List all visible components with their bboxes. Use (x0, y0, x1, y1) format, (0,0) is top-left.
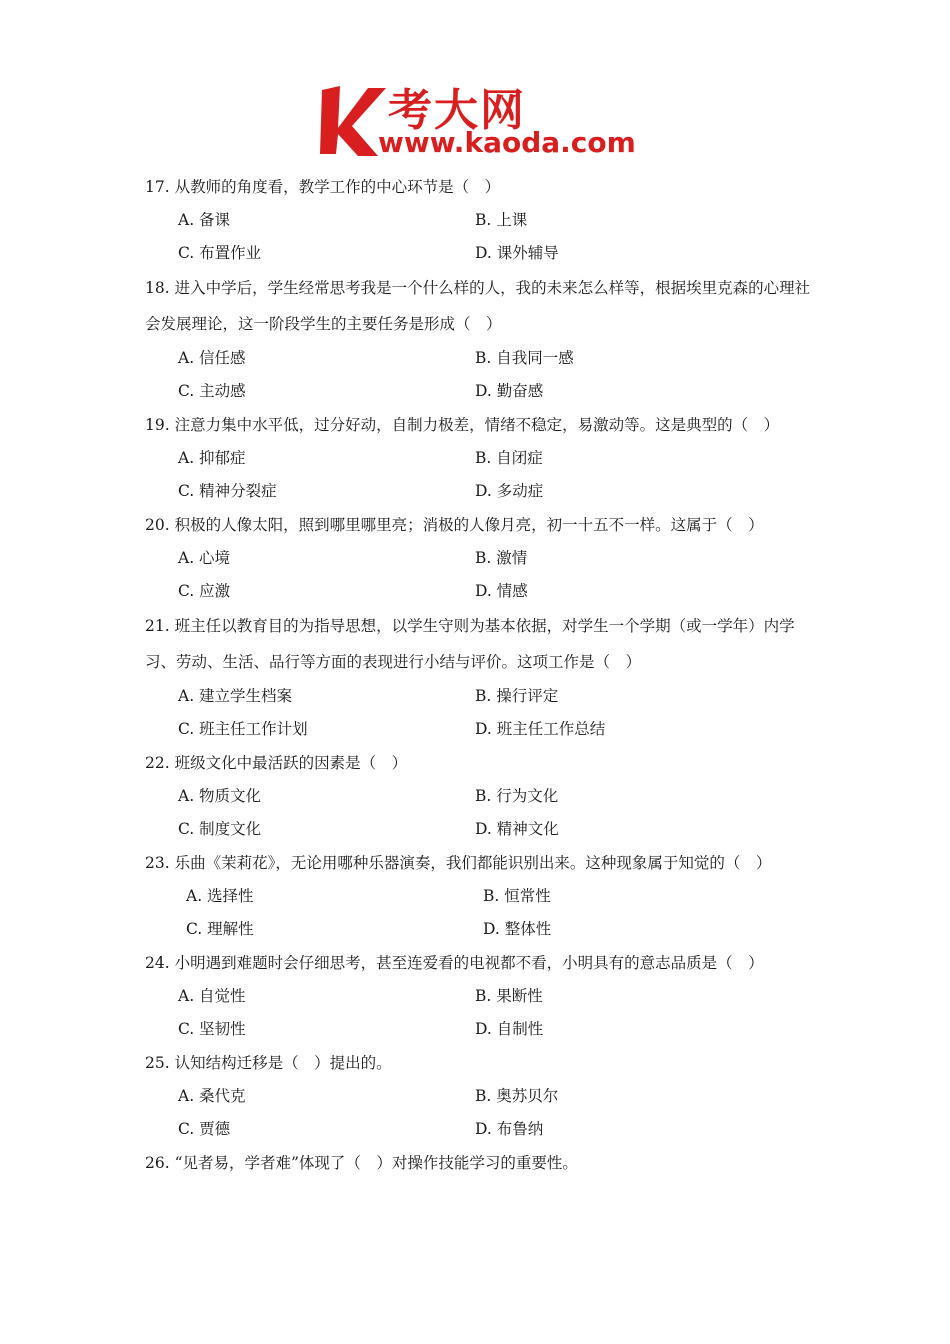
option: C. 制度文化 (178, 820, 262, 838)
question-stem: 26. “见者易，学者难”体现了（ ）对操作技能学习的重要性。 (145, 1154, 578, 1172)
option: B. 操行评定 (475, 687, 559, 705)
option: A. 信任感 (178, 349, 246, 367)
option-grid (178, 780, 815, 846)
option: A. 物质文化 (178, 787, 262, 805)
option: B. 自闭症 (475, 449, 543, 467)
option: A. 选择性 (186, 887, 254, 905)
option-grid (178, 980, 815, 1046)
option: A. 心境 (178, 549, 231, 567)
logo-brand-text: 考大网 (388, 85, 526, 136)
option: C. 理解性 (186, 920, 254, 938)
option: D. 自制性 (475, 1020, 544, 1038)
option: A. 自觉性 (178, 987, 246, 1005)
option: A. 抑郁症 (178, 449, 246, 467)
option: A. 桑代克 (178, 1087, 246, 1105)
option: B. 上课 (475, 211, 528, 229)
option: C. 精神分裂症 (178, 482, 277, 500)
option: D. 多动症 (475, 482, 544, 500)
option: C. 贾德 (178, 1120, 231, 1138)
option: C. 布置作业 (178, 244, 262, 262)
option: B. 行为文化 (475, 787, 559, 805)
option: B. 自我同一感 (475, 349, 574, 367)
option: D. 班主任工作总结 (475, 720, 606, 738)
option-grid (178, 542, 815, 608)
question-stem: 20. 积极的人像太阳，照到哪里哪里亮；消极的人像月亮，初一十五不一样。这属于（ ） (145, 516, 764, 534)
option: A. 备课 (178, 211, 231, 229)
option: B. 恒常性 (483, 887, 551, 905)
option: C. 坚韧性 (178, 1020, 246, 1038)
question-stem: 19. 注意力集中水平低，过分好动，自制力极差，情绪不稳定，易激动等。这是典型的（ ） (145, 416, 780, 434)
option: B. 果断性 (475, 987, 543, 1005)
option: A. 建立学生档案 (178, 687, 293, 705)
option: D. 整体性 (483, 920, 552, 938)
question-list (145, 170, 815, 1180)
option: B. 激情 (475, 549, 528, 567)
option-grid (178, 680, 815, 746)
option-grid (186, 880, 815, 946)
option-grid (178, 342, 815, 408)
logo-url-text: www.kaoda.com (378, 126, 636, 159)
option: D. 精神文化 (475, 820, 559, 838)
question-stem: 17. 从教师的角度看，教学工作的中心环节是（ ） (145, 178, 501, 196)
kaoda-logo (318, 78, 648, 160)
option-grid (178, 442, 815, 508)
option: C. 主动感 (178, 382, 246, 400)
question-stem: 21. 班主任以教育目的为指导思想，以学生守则为基本依据，对学生一个学期（或一学年）内学习、劳动、生活、品行等方面的表现进行小结与评价。这项工作是（ ） (145, 617, 795, 671)
option: D. 课外辅导 (475, 244, 559, 262)
option-grid (178, 204, 815, 270)
option: D. 勤奋感 (475, 382, 544, 400)
option: C. 班主任工作计划 (178, 720, 308, 738)
option-grid (178, 1080, 815, 1146)
question-stem: 25. 认知结构迁移是（ ）提出的。 (145, 1054, 392, 1072)
option: D. 情感 (475, 582, 528, 600)
question-stem: 24. 小明遇到难题时会仔细思考，甚至连爱看的电视都不看，小明具有的意志品质是（ ） (145, 954, 764, 972)
question-stem: 23. 乐曲《茉莉花》，无论用哪种乐器演奏，我们都能识别出来。这种现象属于知觉的（ ） (145, 854, 772, 872)
question-stem: 18. 进入中学后，学生经常思考我是一个什么样的人，我的未来怎么样等，根据埃里克森的心理社会发展理论，这一阶段学生的主要任务是形成（ ） (145, 279, 811, 333)
option: D. 布鲁纳 (475, 1120, 544, 1138)
option: C. 应激 (178, 582, 231, 600)
option: B. 奥苏贝尔 (475, 1087, 559, 1105)
question-stem: 22. 班级文化中最活跃的因素是（ ） (145, 754, 408, 772)
